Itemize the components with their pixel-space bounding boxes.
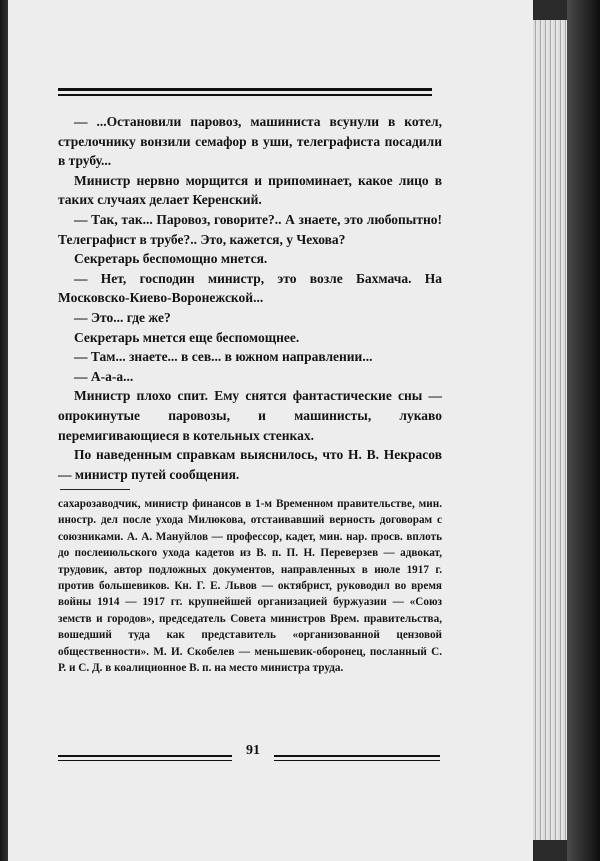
paragraph: — Нет, господин министр, это возле Бахмача. На Московско-Киево-Воронежской... bbox=[58, 270, 442, 306]
footer-rule-right bbox=[274, 755, 440, 757]
footnote bbox=[58, 496, 442, 676]
page-number: 91 bbox=[246, 743, 260, 758]
footer-rule-right-thin bbox=[274, 760, 440, 761]
paragraph: — Это... где же? bbox=[74, 309, 171, 325]
paragraph: — ...Остановили паровоз, машиниста всунули в котел, стрелочнику вонзили семафор в уши, телеграфиста посадили в трубу... bbox=[58, 114, 442, 169]
paragraph: Секретарь беспомощно мнется. bbox=[74, 251, 268, 267]
paragraph: Секретарь мнется еще беспомощнее. bbox=[74, 329, 300, 345]
main-text bbox=[58, 112, 442, 484]
paragraph: — Так, так... Паровоз, говорите?.. А знаете, это любопытно! Телеграфист в трубе?.. Это, кажется, у Чехова? bbox=[58, 211, 442, 247]
paragraph: — А-а-а... bbox=[74, 368, 134, 384]
footer-rule-left-thin bbox=[58, 760, 232, 761]
paragraph: Министр нервно морщится и припоминает, какое лицо в таких случаях делает Керенский. bbox=[58, 172, 442, 208]
footnote-separator bbox=[60, 489, 130, 490]
page-edges bbox=[533, 20, 569, 840]
footnote-text: сахарозаводчик, министр финансов в 1-м Временном правительстве, мин. иностр. дел после ухода Милюкова, отстаивавший верность договорам с союзниками. А. А. Мануйлов — профессор, кадет, мин. нар. просв. вплоть до послеиюльского ухода кадетов из В. п. П. Н. Переверзев — адвокат, трудовик, автор подложных документов, направленных в июле 1917 г. против большевиков. Кн. Г. Е. Львов — октябрист, руководил во время войны 1914 — 1917 гг. крупнейшей организацией буржуазии — «Союз земств и городов», председатель Совета министров Врем. правительства, вошедший туда как представитель «организованной цензовой общественности». М. И. Скобелев — меньшевик-оборонец, посланный С. Р. и С. Д. в коалиционное В. п. на место министра труда. bbox=[58, 498, 442, 675]
footer-rule-left bbox=[58, 755, 232, 757]
scan-edge-right bbox=[567, 0, 600, 861]
header-rule bbox=[58, 88, 432, 91]
paragraph: Министр плохо спит. Ему снятся фантастические сны — опрокинутые паровозы, и машинисты, лукаво перемигивающиеся в котельных стенках. bbox=[58, 388, 442, 443]
paragraph: — Там... знаете... в сев... в южном направлении... bbox=[74, 349, 373, 365]
header-rule-thin bbox=[58, 94, 432, 96]
paragraph: По наведенным справкам выяснилось, что Н. В. Некрасов — министр путей сообщения. bbox=[58, 447, 442, 482]
